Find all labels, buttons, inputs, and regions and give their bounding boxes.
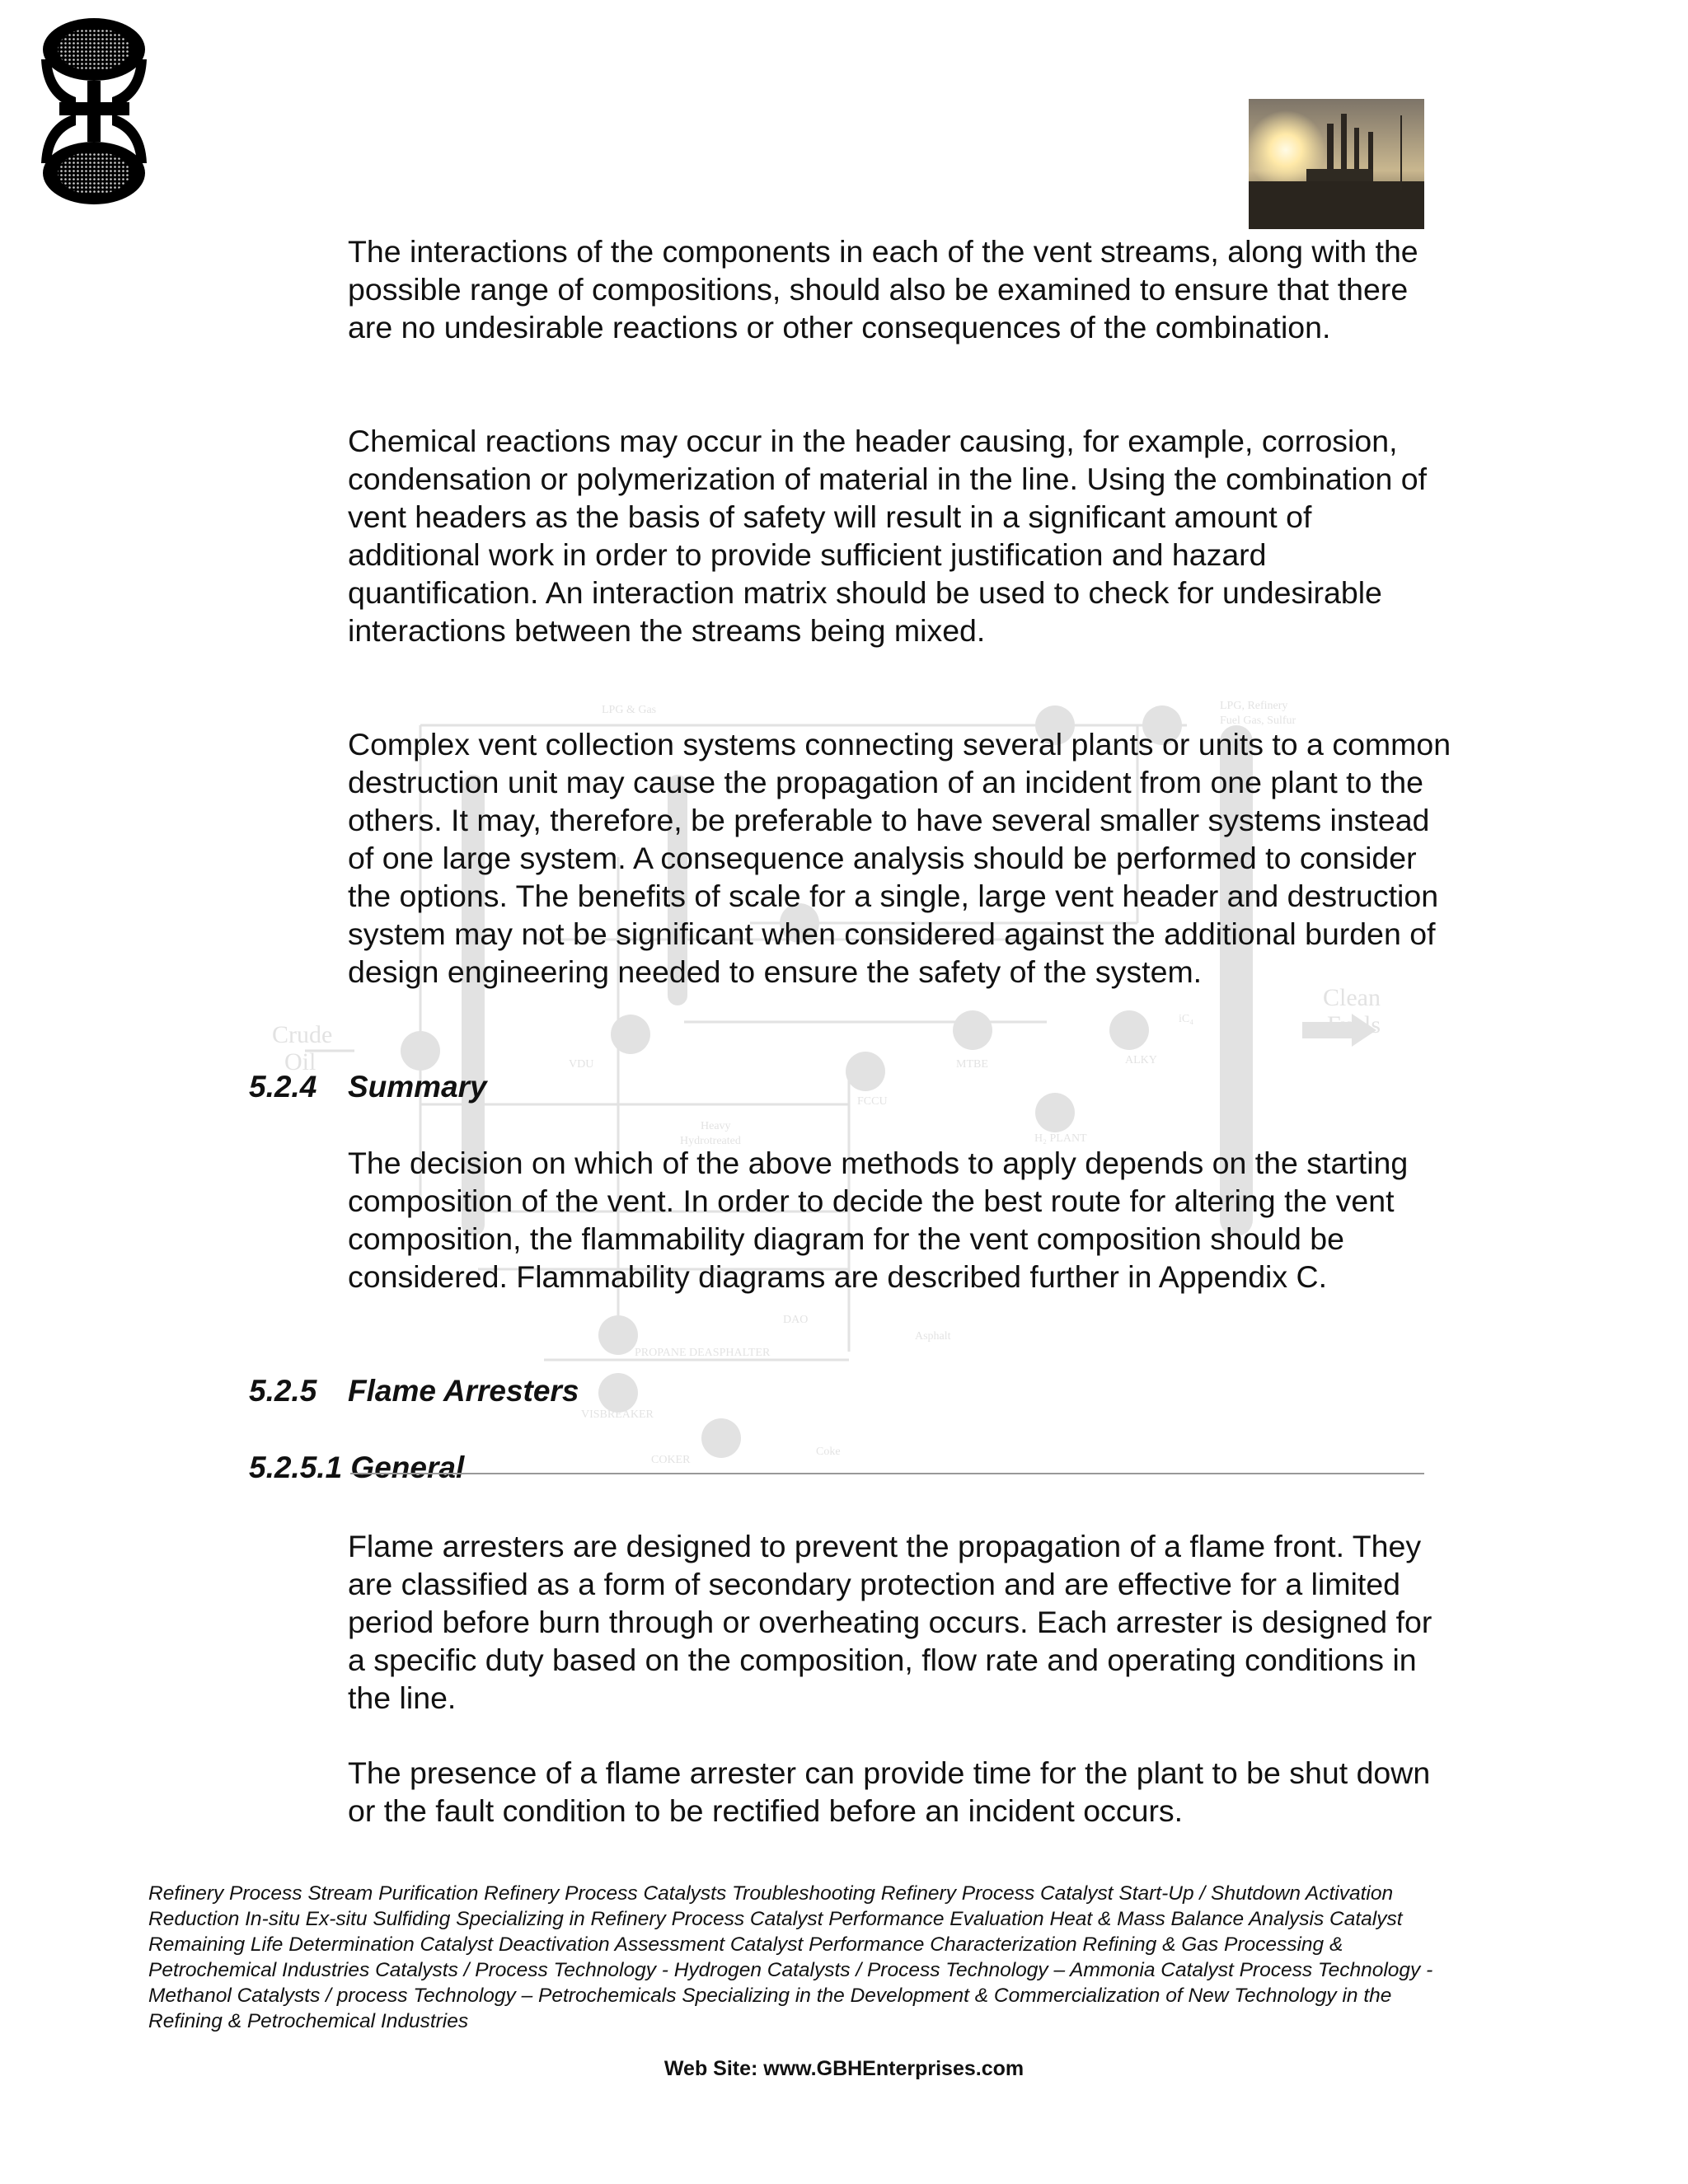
watermark-lpg-refinery-label: LPG, Refinery [1220, 700, 1288, 712]
watermark-lpg-gas-label: LPG & Gas [602, 704, 657, 716]
paragraph-flame-arresters-intro: Flame arresters are designed to prevent the propagation of a flame front. They are classified as a form of secondary protection and are effective for a limited period before burn through or overheating occurs. Each arrester is designed for a specific duty based on the composition, flow rate and operating conditions in the line. [348, 1529, 1432, 1715]
watermark-fccu-label: FCCU [857, 1095, 888, 1108]
watermark-ic4-label: iC₄ [1179, 1013, 1194, 1025]
heading-5-2-5-1: 5.2.5.1 General [249, 1451, 465, 1484]
paragraph-summary: The decision on which of the above methods to apply depends on the starting composition of the vent. In order to decide the best route for altering the vent composition, the flammability diagram for the vent composition should be considered. Flammability diagrams are described further in Appendix C. [348, 1146, 1409, 1294]
watermark-fuels-label: Fuels [1327, 1011, 1381, 1038]
footer-website[interactable]: Web Site: www.GBHEnterprises.com [663, 2057, 1025, 2080]
heading-5-2-5-title: Flame Arresters [348, 1374, 579, 1408]
paragraph-complex-vent-systems: Complex vent collection systems connecting several plants or units to a common destruction unit may cause the propagation of an incident from one plant to the others. It may, therefore, be preferable to have several smaller systems instead of one large system. A consequence analysis should be performed to consider the options. The benefits of scale for a single, large vent header and destruction system may not be significant when considered against the additional burden of design engineering needed to ensure the safety of the system. [348, 727, 1451, 989]
watermark-h2-plant-label: H₂ PLANT [1034, 1132, 1087, 1145]
watermark-fuel-gas-label: Fuel Gas, Sulfur [1220, 715, 1296, 727]
watermark-vdu-label: VDU [569, 1058, 594, 1071]
watermark-hydrotreated-label: Hydrotreated [680, 1135, 741, 1147]
heading-5-2-4-title: Summary [348, 1070, 487, 1104]
watermark-alky-label: ALKY [1125, 1054, 1157, 1066]
watermark-dao-label: DAO [783, 1314, 809, 1326]
watermark-oil-label: Oil [284, 1048, 316, 1076]
paragraph-vent-stream-interactions: The interactions of the components in each of the vent streams, along with the possible range of compositions, should also be examined to ensure that there are no undesirable reactions or other consequences of the combination. [348, 234, 1418, 344]
watermark-mtbe-label: MTBE [956, 1058, 988, 1071]
watermark-heavy-label: Heavy [701, 1120, 731, 1132]
watermark-coke-label: Coke [816, 1446, 841, 1458]
watermark-crude-label: Crude [272, 1021, 333, 1048]
refinery-photo [1249, 99, 1424, 229]
paragraph-flame-arrester-presence: The presence of a flame arrester can provide time for the plant to be shut down or the fault condition to be rectified before an incident occurs. [348, 1755, 1431, 1828]
watermark-propane-deasphalter-label: PROPANE DEASPHALTER [635, 1347, 771, 1359]
heading-5-2-4-number: 5.2.4 [249, 1070, 317, 1104]
heading-5-2-4 [249, 1070, 487, 1104]
company-logo [35, 16, 154, 206]
watermark-visbreaker-label: VISBREAKER [581, 1408, 654, 1421]
paragraph-chemical-reactions: Chemical reactions may occur in the header causing, for example, corrosion, condensation or polymerization of material in the line. Using the combination of vent headers as the basis of safety will result in a significant amount of additional work in order to provide sufficient justification and hazard quantification. An interaction matrix should be used to check for undesirable interactions between the streams being mixed. [348, 424, 1428, 648]
heading-5-2-5-number: 5.2.5 [249, 1374, 317, 1408]
watermark-coker-label: COKER [651, 1454, 691, 1466]
footer-services-text: Refinery Process Stream Purification Refinery Process Catalysts Troubleshooting Refinery Process Catalyst Start-Up / Shutdown Activation Reduction In-situ Ex-situ Sulfiding Specializing in Refinery Process Catalyst Performance Evaluation Heat & Mass Balance Analysis Catalyst Remaining Life Determination Catalyst Deactivation Assessment Catalyst Performance Characterization Refining & Gas Processing & Petrochemical Industries Catalysts / Process Technology - Hydrogen Catalysts / Process Technology – Ammonia Catalyst Process Technology - Methanol Catalysts / process Technology – Petrochemicals Specializing in the Development & Commercialization of New Technology in the Refining & Petrochemical Industries [148, 1882, 1433, 2032]
heading-5-2-5 [249, 1374, 579, 1408]
section-divider [350, 1473, 1424, 1474]
watermark-asphalt-label: Asphalt [915, 1330, 951, 1343]
watermark-clean-label: Clean [1323, 984, 1381, 1011]
